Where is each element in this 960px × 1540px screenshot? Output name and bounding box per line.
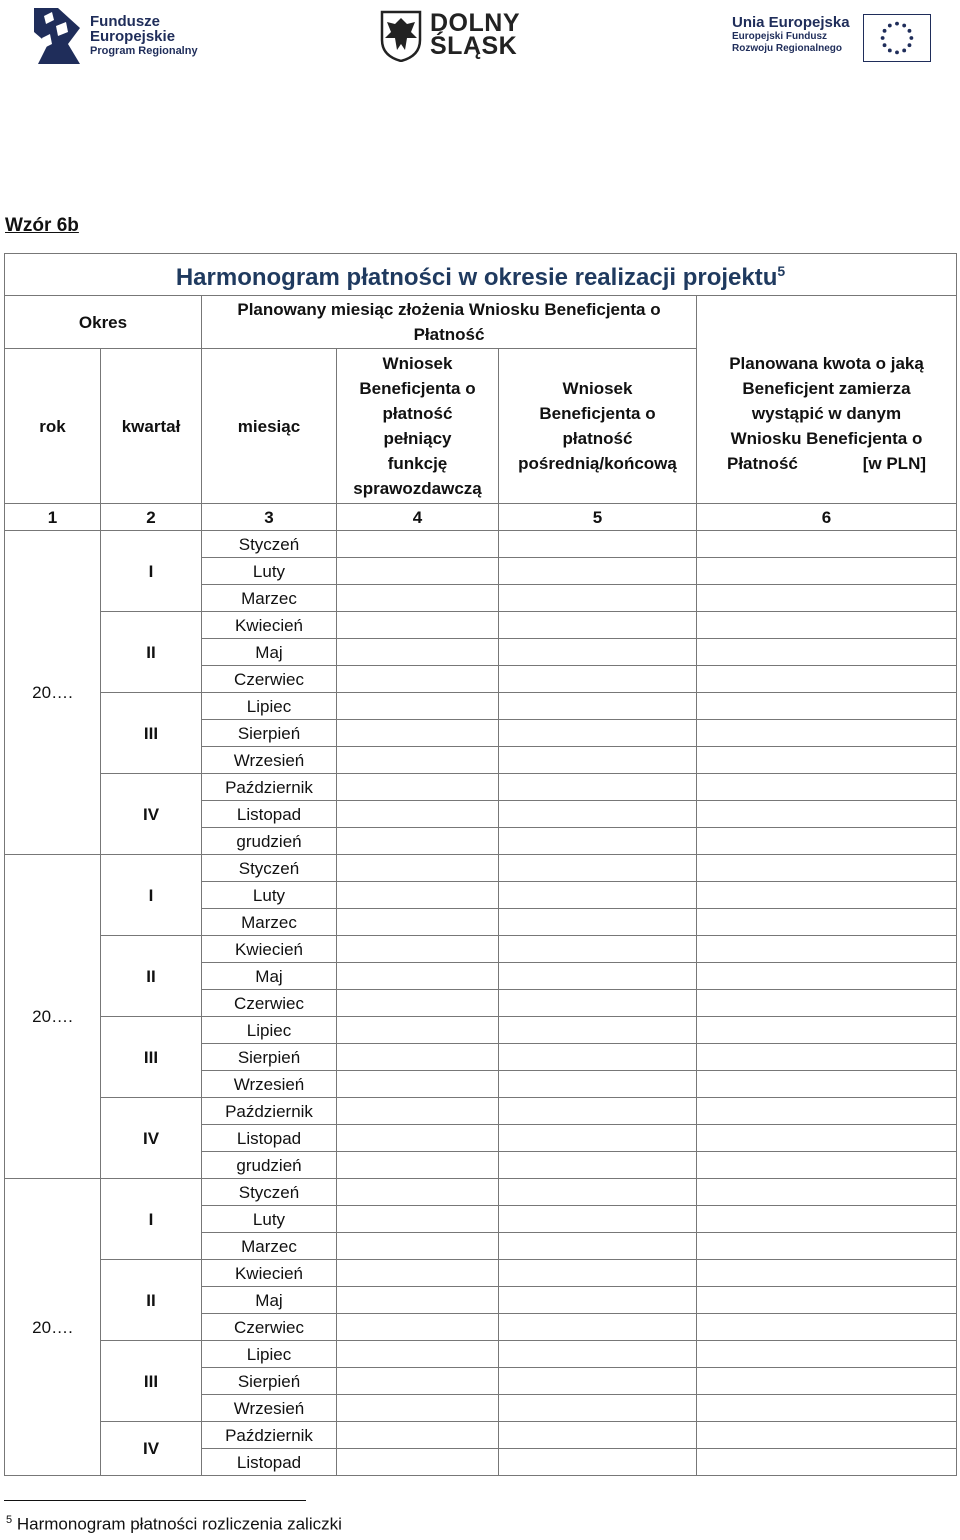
wniosek-posredni-cell[interactable] [499, 1179, 697, 1206]
logo-bar [0, 0, 960, 80]
month-row [5, 855, 957, 882]
wniosek-posredni-cell[interactable] [499, 963, 697, 990]
wniosek-posredni-cell[interactable] [499, 828, 697, 855]
ue-subtitle-line1: Europejski Fundusz [732, 31, 828, 42]
month-cell: Maj [202, 963, 337, 990]
wniosek-sprawozdawczy-cell[interactable] [337, 828, 499, 855]
wniosek-posredni-cell[interactable] [499, 801, 697, 828]
month-cell: Sierpień [202, 1368, 337, 1395]
wniosek-sprawozdawczy-cell[interactable] [337, 801, 499, 828]
wniosek-sprawozdawczy-cell[interactable] [337, 1098, 499, 1125]
planowana-kwota-cell[interactable] [697, 1017, 957, 1044]
table-title [5, 254, 957, 296]
wniosek-sprawozdawczy-cell[interactable] [337, 639, 499, 666]
quarter-cell: II [101, 612, 202, 693]
wniosek-posredni-cell[interactable] [499, 720, 697, 747]
planowana-kwota-cell[interactable] [697, 909, 957, 936]
quarter-cell: III [101, 1017, 202, 1098]
wniosek-sprawozdawczy-cell[interactable] [337, 1233, 499, 1260]
wniosek-posredni-cell[interactable] [499, 666, 697, 693]
month-cell: Wrzesień [202, 1395, 337, 1422]
planowana-kwota-cell[interactable] [697, 1395, 957, 1422]
wniosek-posredni-cell[interactable] [499, 639, 697, 666]
wniosek-sprawozdawczy-cell[interactable] [337, 1071, 499, 1098]
month-cell: Czerwiec [202, 666, 337, 693]
wniosek-posredni-cell[interactable] [499, 1017, 697, 1044]
planowana-kwota-cell[interactable] [697, 585, 957, 612]
wniosek-sprawozdawczy-cell[interactable] [337, 720, 499, 747]
wniosek-sprawozdawczy-cell[interactable] [337, 666, 499, 693]
fundusze-europejskie-logo [28, 4, 218, 70]
planowana-kwota-cell[interactable] [697, 747, 957, 774]
month-cell: Listopad [202, 801, 337, 828]
col-kwartal-header: kwartał [101, 349, 202, 504]
wniosek-sprawozdawczy-cell[interactable] [337, 585, 499, 612]
month-cell: Listopad [202, 1125, 337, 1152]
quarter-cell: II [101, 936, 202, 1017]
month-cell: Sierpień [202, 1044, 337, 1071]
month-cell: Sierpień [202, 720, 337, 747]
wniosek-sprawozdawczy-cell[interactable] [337, 1017, 499, 1044]
col-wniosek-posredni-header: Wniosek Beneficjenta o płatność pośrednią/końcową [499, 349, 697, 504]
wniosek-posredni-cell[interactable] [499, 882, 697, 909]
dolny-slask-logo [380, 10, 530, 66]
wniosek-posredni-cell[interactable] [499, 585, 697, 612]
wniosek-sprawozdawczy-cell[interactable] [337, 612, 499, 639]
wniosek-posredni-cell[interactable] [499, 1260, 697, 1287]
month-cell: Czerwiec [202, 1314, 337, 1341]
col-number: 2 [101, 504, 202, 531]
wniosek-sprawozdawczy-cell[interactable] [337, 882, 499, 909]
planowana-kwota-cell[interactable] [697, 1422, 957, 1449]
planowana-kwota-cell[interactable] [697, 1152, 957, 1179]
wniosek-posredni-cell[interactable] [499, 1368, 697, 1395]
planowana-kwota-cell[interactable] [697, 612, 957, 639]
month-cell: Luty [202, 558, 337, 585]
ue-subtitle-line2: Rozwoju Regionalnego [732, 43, 842, 54]
month-row [5, 612, 957, 639]
ds-title-line2: ŚLĄSK [430, 32, 518, 60]
wniosek-sprawozdawczy-cell[interactable] [337, 1152, 499, 1179]
month-row [5, 1179, 957, 1206]
month-row [5, 1017, 957, 1044]
quarter-cell: IV [101, 1098, 202, 1179]
wniosek-sprawozdawczy-cell[interactable] [337, 1287, 499, 1314]
wniosek-posredni-cell[interactable] [499, 1071, 697, 1098]
wniosek-sprawozdawczy-cell[interactable] [337, 693, 499, 720]
wniosek-posredni-cell[interactable] [499, 531, 697, 558]
wniosek-posredni-cell[interactable] [499, 1314, 697, 1341]
wniosek-sprawozdawczy-cell[interactable] [337, 1368, 499, 1395]
fundusze-europejskie-mark-icon [28, 4, 88, 68]
wniosek-posredni-cell[interactable] [499, 1125, 697, 1152]
planowana-kwota-header [697, 296, 957, 504]
kwota-platnosc-label: Płatność [727, 454, 798, 473]
okres-header: Okres [5, 296, 202, 349]
fe-subtitle: Program Regionalny [90, 45, 198, 57]
wniosek-posredni-cell[interactable] [499, 1422, 697, 1449]
footnote-separator [4, 1500, 306, 1501]
col-rok-header: rok [5, 349, 101, 504]
wniosek-posredni-cell[interactable] [499, 1044, 697, 1071]
month-row [5, 1341, 957, 1368]
wniosek-posredni-cell[interactable] [499, 936, 697, 963]
planowana-kwota-cell[interactable] [697, 1206, 957, 1233]
wniosek-posredni-cell[interactable] [499, 1098, 697, 1125]
month-cell: Listopad [202, 1449, 337, 1476]
wniosek-posredni-cell[interactable] [499, 990, 697, 1017]
wniosek-sprawozdawczy-cell[interactable] [337, 774, 499, 801]
wniosek-posredni-cell[interactable] [499, 1341, 697, 1368]
wniosek-sprawozdawczy-cell[interactable] [337, 747, 499, 774]
month-cell: Luty [202, 882, 337, 909]
quarter-cell: III [101, 1341, 202, 1422]
wniosek-sprawozdawczy-cell[interactable] [337, 1179, 499, 1206]
planowana-kwota-cell[interactable] [697, 639, 957, 666]
month-row [5, 531, 957, 558]
quarter-cell: I [101, 855, 202, 936]
col-number: 5 [499, 504, 697, 531]
col-wniosek-sprawozdawczy-header: Wniosek Beneficjenta o płatność pełniący funkcję sprawozdawczą [337, 349, 499, 504]
ue-title: Unia Europejska [732, 14, 850, 31]
month-row [5, 774, 957, 801]
footnote-ref: 5 [6, 1514, 13, 1526]
month-cell: Kwiecień [202, 612, 337, 639]
wniosek-sprawozdawczy-cell[interactable] [337, 1314, 499, 1341]
month-cell: Marzec [202, 909, 337, 936]
wniosek-posredni-cell[interactable] [499, 1206, 697, 1233]
footnote [6, 1514, 342, 1535]
kwota-line-4: Wniosku Beneficjenta o [730, 429, 923, 448]
month-cell: Styczeń [202, 855, 337, 882]
year-cell: 20…. [5, 855, 101, 1179]
wniosek-sprawozdawczy-cell[interactable] [337, 1395, 499, 1422]
col-miesiac-header: miesiąc [202, 349, 337, 504]
planowana-kwota-cell[interactable] [697, 558, 957, 585]
quarter-cell: IV [101, 774, 202, 855]
planowana-kwota-cell[interactable] [697, 693, 957, 720]
col-number: 1 [5, 504, 101, 531]
month-cell: grudzień [202, 1152, 337, 1179]
planowana-kwota-cell[interactable] [697, 882, 957, 909]
wniosek-posredni-cell[interactable] [499, 774, 697, 801]
month-cell: Lipiec [202, 693, 337, 720]
planowana-kwota-cell[interactable] [697, 963, 957, 990]
month-cell: Maj [202, 1287, 337, 1314]
month-row [5, 693, 957, 720]
wniosek-sprawozdawczy-cell[interactable] [337, 1044, 499, 1071]
month-row [5, 1098, 957, 1125]
month-cell: Wrzesień [202, 747, 337, 774]
year-cell: 20…. [5, 1179, 101, 1476]
planowana-kwota-cell[interactable] [697, 666, 957, 693]
planowana-kwota-cell[interactable] [697, 531, 957, 558]
planowana-kwota-cell[interactable] [697, 990, 957, 1017]
wniosek-sprawozdawczy-cell[interactable] [337, 1341, 499, 1368]
planowana-kwota-cell[interactable] [697, 774, 957, 801]
planowana-kwota-cell[interactable] [697, 828, 957, 855]
planowana-kwota-cell[interactable] [697, 1233, 957, 1260]
month-cell: Czerwiec [202, 990, 337, 1017]
quarter-cell: III [101, 693, 202, 774]
col-number: 3 [202, 504, 337, 531]
wniosek-posredni-cell[interactable] [499, 558, 697, 585]
month-cell: Lipiec [202, 1017, 337, 1044]
planowana-kwota-cell[interactable] [697, 1260, 957, 1287]
harmonogram-table [4, 253, 957, 1476]
wniosek-posredni-cell[interactable] [499, 1287, 697, 1314]
wniosek-posredni-cell[interactable] [499, 693, 697, 720]
wniosek-sprawozdawczy-cell[interactable] [337, 855, 499, 882]
wniosek-posredni-cell[interactable] [499, 1152, 697, 1179]
month-cell: Październik [202, 1098, 337, 1125]
quarter-cell: I [101, 1179, 202, 1260]
planowana-kwota-cell[interactable] [697, 1341, 957, 1368]
form-heading: Wzór 6b [5, 215, 79, 236]
eu-flag-icon [863, 14, 931, 62]
wniosek-sprawozdawczy-cell[interactable] [337, 1422, 499, 1449]
quarter-cell: I [101, 531, 202, 612]
month-cell: Lipiec [202, 1341, 337, 1368]
planowana-kwota-cell[interactable] [697, 1044, 957, 1071]
month-cell: Październik [202, 774, 337, 801]
wniosek-sprawozdawczy-cell[interactable] [337, 909, 499, 936]
wniosek-sprawozdawczy-cell[interactable] [337, 1125, 499, 1152]
quarter-cell: II [101, 1260, 202, 1341]
planowana-kwota-cell[interactable] [697, 1179, 957, 1206]
kwota-line-2: Beneficjent zamierza [742, 379, 911, 398]
planowany-miesiac-header: Planowany miesiąc złożenia Wniosku Beneficjenta o Płatność [202, 296, 697, 349]
footnote-text: Harmonogram płatności rozliczenia zaliczki [16, 1514, 342, 1534]
wniosek-posredni-cell[interactable] [499, 612, 697, 639]
kwota-pln-label: [w PLN] [862, 454, 927, 473]
wniosek-sprawozdawczy-cell[interactable] [337, 1206, 499, 1233]
planowana-kwota-cell[interactable] [697, 1287, 957, 1314]
wniosek-posredni-cell[interactable] [499, 855, 697, 882]
planowana-kwota-cell[interactable] [697, 855, 957, 882]
planowana-kwota-cell[interactable] [697, 1071, 957, 1098]
planowana-kwota-cell[interactable] [697, 720, 957, 747]
planowana-kwota-cell[interactable] [697, 1098, 957, 1125]
wniosek-sprawozdawczy-cell[interactable] [337, 531, 499, 558]
fe-title-line1: Fundusze [90, 13, 160, 30]
unia-europejska-logo [732, 14, 932, 64]
kwota-line-3: wystąpić w danym [751, 404, 902, 423]
wniosek-sprawozdawczy-cell[interactable] [337, 936, 499, 963]
wniosek-sprawozdawczy-cell[interactable] [337, 963, 499, 990]
fe-title-line2: Europejskie [90, 28, 176, 45]
month-row [5, 936, 957, 963]
planowana-kwota-cell[interactable] [697, 801, 957, 828]
month-cell: Luty [202, 1206, 337, 1233]
table-title-footnote-ref: 5 [777, 263, 786, 279]
ds-title-line1: DOLNY [430, 9, 520, 37]
kwota-line-1: Planowana kwota o jaką [729, 354, 924, 373]
table-title-text: Harmonogram płatności w okresie realizacji projektu [175, 264, 778, 291]
wniosek-sprawozdawczy-cell[interactable] [337, 990, 499, 1017]
eagle-crest-icon [380, 10, 422, 62]
month-row [5, 1260, 957, 1287]
planowana-kwota-cell[interactable] [697, 936, 957, 963]
col-number: 4 [337, 504, 499, 531]
col-number: 6 [697, 504, 957, 531]
wniosek-posredni-cell[interactable] [499, 909, 697, 936]
planowana-kwota-cell[interactable] [697, 1368, 957, 1395]
month-cell: Styczeń [202, 531, 337, 558]
month-cell: Kwiecień [202, 936, 337, 963]
wniosek-posredni-cell[interactable] [499, 1395, 697, 1422]
month-cell: Styczeń [202, 1179, 337, 1206]
month-cell: Marzec [202, 585, 337, 612]
year-cell: 20…. [5, 531, 101, 855]
month-row [5, 1422, 957, 1449]
wniosek-sprawozdawczy-cell[interactable] [337, 1260, 499, 1287]
planowana-kwota-cell[interactable] [697, 1125, 957, 1152]
month-cell: Październik [202, 1422, 337, 1449]
wniosek-posredni-cell[interactable] [499, 747, 697, 774]
planowana-kwota-cell[interactable] [697, 1449, 957, 1476]
month-cell: grudzień [202, 828, 337, 855]
wniosek-posredni-cell[interactable] [499, 1233, 697, 1260]
month-cell: Maj [202, 639, 337, 666]
planowana-kwota-cell[interactable] [697, 1314, 957, 1341]
wniosek-sprawozdawczy-cell[interactable] [337, 558, 499, 585]
quarter-cell: IV [101, 1422, 202, 1476]
wniosek-posredni-cell[interactable] [499, 1449, 697, 1476]
month-cell: Wrzesień [202, 1071, 337, 1098]
wniosek-sprawozdawczy-cell[interactable] [337, 1449, 499, 1476]
month-cell: Marzec [202, 1233, 337, 1260]
month-cell: Kwiecień [202, 1260, 337, 1287]
